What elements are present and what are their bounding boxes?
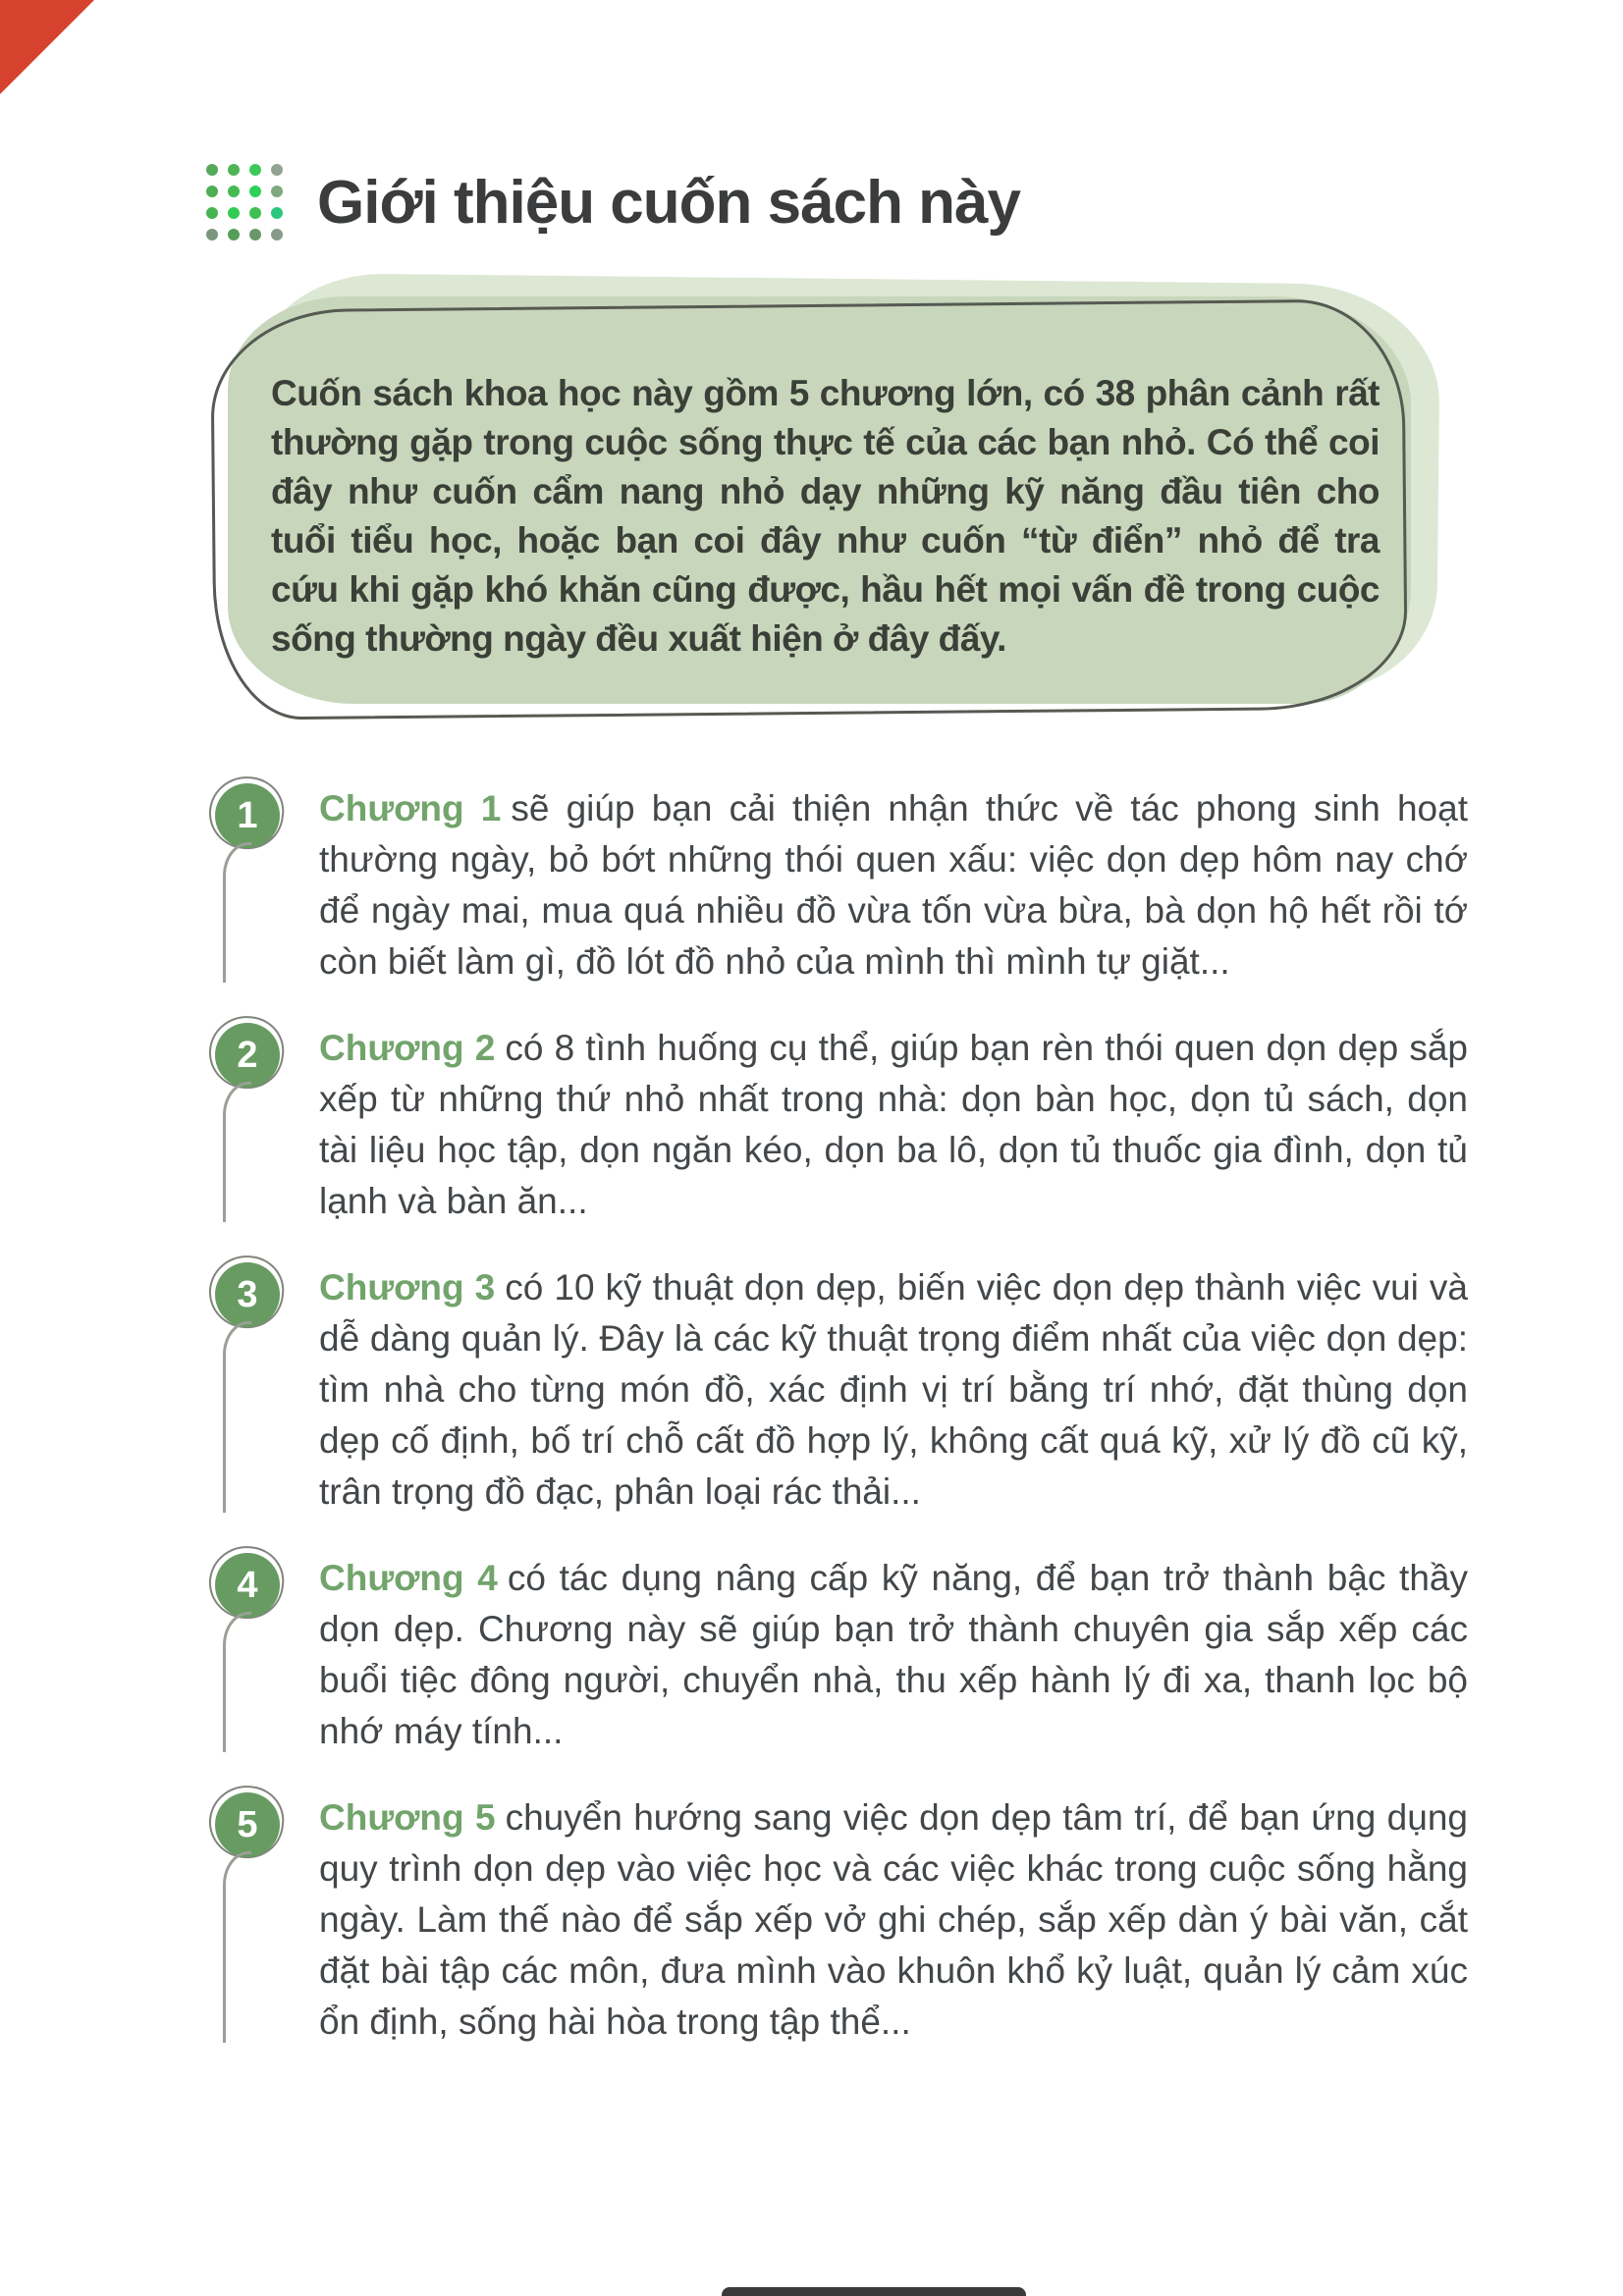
chapter-label: Chương 1: [319, 788, 502, 828]
chapter-5-badge: [201, 1789, 319, 1857]
chapter-text: [319, 783, 1468, 988]
chapter-label: Chương 4: [319, 1558, 498, 1598]
page-title: Giới thiệu cuốn sách này: [317, 168, 1021, 237]
dot: [228, 186, 240, 197]
dot: [228, 207, 240, 219]
badge-stem-line: [223, 842, 251, 983]
intro-text: Cuốn sách khoa học này gồm 5 chương lớn, có 38 phân cảnh rất thường gặp trong cuộc sống thực tế của các bạn nhỏ. Có thể coi đây như cuốn cẩm nang nhỏ dạy những kỹ năng đầu tiên cho tuổi tiểu học, hoặc bạn coi đây như cuốn “từ điển” nhỏ để tra cứu khi gặp khó khăn cũng được, hầu hết mọi vấn đề trong cuộc sống thường ngày đều xuất hiện ở đây đấy.: [271, 373, 1380, 659]
corner-triangle-decoration: [0, 0, 94, 94]
dots-grid-icon: [201, 159, 288, 245]
chapter-text: [319, 1553, 1468, 1757]
chapter-description: có 8 tình huống cụ thể, giúp bạn rèn thói quen dọn dẹp sắp xếp từ những thứ nhỏ nhất trong nhà: dọn bàn học, dọn tủ sách, dọn tài liệu học tập, dọn ngăn kéo, dọn ba lô, dọn tủ thuốc gia đình, dọn tủ lạnh và bàn ăn...: [319, 1028, 1469, 1221]
page-header: [201, 159, 1020, 245]
dot: [249, 207, 261, 219]
dot: [206, 164, 218, 176]
chapter-item-3: [201, 1262, 1468, 1518]
chapter-label: Chương 3: [319, 1267, 496, 1308]
chapter-number: 5: [237, 1803, 258, 1845]
chapter-number: 1: [237, 794, 258, 836]
badge-stem-line: [223, 1082, 251, 1222]
dot: [228, 229, 240, 240]
chapter-text: [319, 1792, 1468, 2048]
badge-circle: [215, 1792, 280, 1857]
badge-stem-line: [223, 1612, 251, 1752]
chapter-item-2: [201, 1023, 1468, 1227]
intro-box: [228, 296, 1411, 704]
dot: [249, 164, 261, 176]
badge-stem-line: [223, 1321, 251, 1513]
badge-circle: [215, 1023, 280, 1088]
chapter-3-badge: [201, 1258, 319, 1327]
chapter-text: [319, 1023, 1468, 1227]
dot: [271, 229, 283, 240]
chapter-description: sẽ giúp bạn cải thiện nhận thức về tác phong sinh hoạt thường ngày, bỏ bớt những thói quen xấu: việc dọn dẹp hôm nay chớ để ngày mai, mua quá nhiều đồ vừa tốn vừa bừa, bà dọn hộ hết rồi tớ còn biết làm gì, đồ lót đồ nhỏ của mình thì mình tự giặt...: [319, 788, 1468, 982]
chapter-item-1: [201, 783, 1468, 988]
chapter-number: 4: [237, 1564, 258, 1606]
badge-circle: [215, 783, 280, 848]
chapter-item-4: [201, 1553, 1468, 1757]
chapter-list: [201, 783, 1468, 2083]
chapter-text: [319, 1262, 1468, 1518]
dot: [249, 229, 261, 240]
chapter-label: Chương 5: [319, 1797, 496, 1838]
dot: [249, 186, 261, 197]
badge-circle: [215, 1553, 280, 1618]
dot: [271, 207, 283, 219]
dot: [228, 164, 240, 176]
chapter-4-badge: [201, 1549, 319, 1618]
chapter-2-badge: [201, 1019, 319, 1088]
dot: [206, 186, 218, 197]
chapter-description: có 10 kỹ thuật dọn dẹp, biến việc dọn dẹp thành việc vui và dễ dàng quản lý. Đây là các kỹ thuật trọng điểm nhất của việc dọn dẹp: tìm nhà cho từng món đồ, xác định vị trí bằng trí nhớ, đặt thùng dọn dẹp cố định, bố trí chỗ cất đồ hợp lý, không cất quá kỹ, xử lý đồ cũ kỹ, trân trọng đồ đạc, phân loại rác thải...: [319, 1267, 1469, 1512]
dot: [271, 164, 283, 176]
chapter-label: Chương 2: [319, 1028, 496, 1068]
badge-circle: [215, 1262, 280, 1327]
chapter-number: 2: [237, 1034, 258, 1076]
chapter-description: chuyển hướng sang việc dọn dẹp tâm trí, để bạn ứng dụng quy trình dọn dẹp vào việc học và các việc khác trong cuộc sống hằng ngày. Làm thế nào để sắp xếp vở ghi chép, sắp xếp dàn ý bài văn, cắt đặt bài tập các môn, đưa mình vào khuôn khổ kỷ luật, quản lý cảm xúc ổn định, sống hài hòa trong tập thể...: [319, 1797, 1468, 2042]
chapter-item-5: [201, 1792, 1468, 2048]
dot: [271, 186, 283, 197]
chapter-description: có tác dụng nâng cấp kỹ năng, để bạn trở thành bậc thầy dọn dẹp. Chương này sẽ giúp bạn trở thành chuyên gia sắp xếp các buổi tiệc đông người, chuyển nhà, thu xếp hành lý đi xa, thanh lọc bộ nhớ máy tính...: [319, 1558, 1468, 1751]
chapter-number: 3: [237, 1273, 258, 1315]
bottom-page-mark: [722, 2287, 1026, 2296]
badge-stem-line: [223, 1851, 251, 2043]
dot: [206, 229, 218, 240]
dot: [206, 207, 218, 219]
chapter-1-badge: [201, 779, 319, 848]
